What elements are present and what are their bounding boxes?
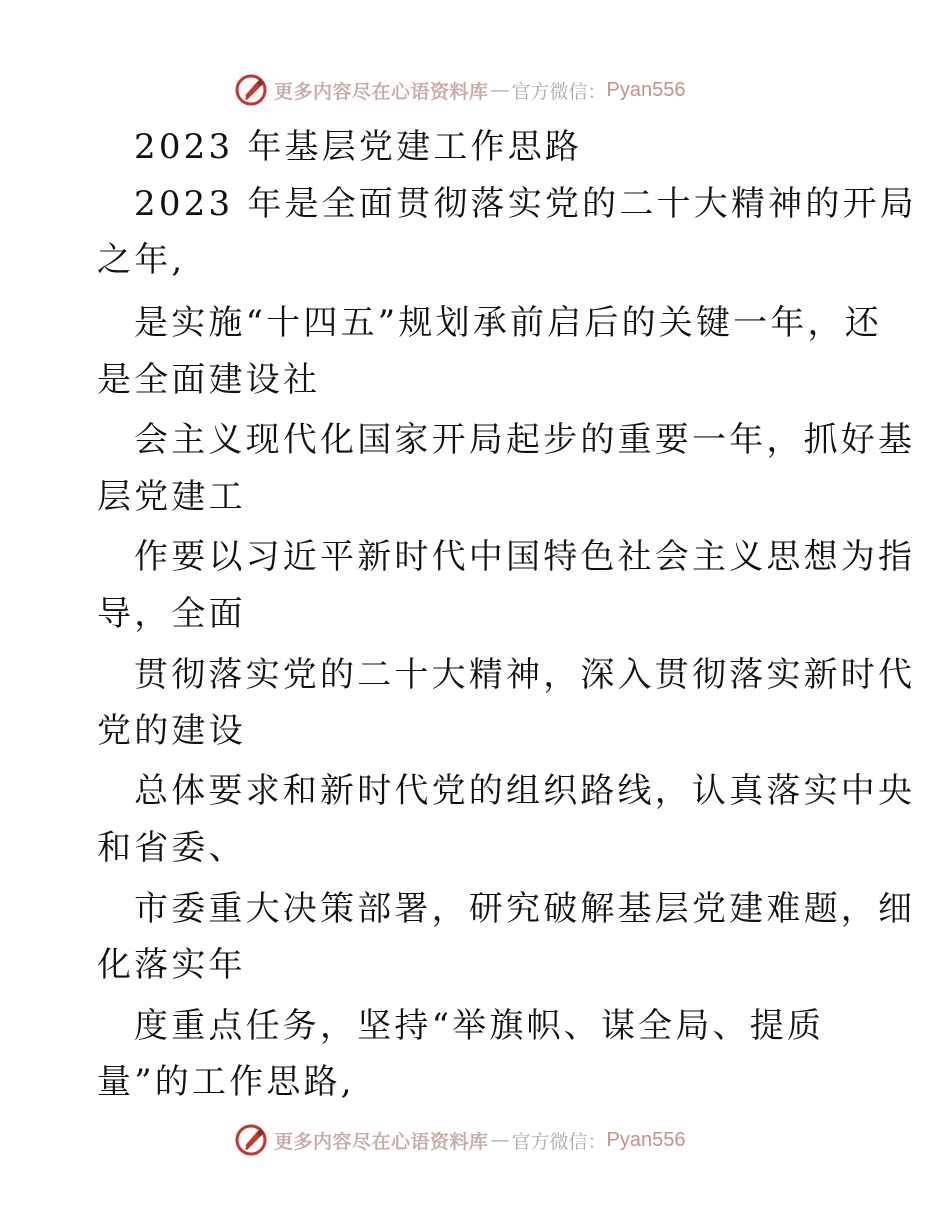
watermark-banner-bottom bbox=[0, 1120, 950, 1160]
watermark-wechat-label: 官方微信： bbox=[511, 1130, 607, 1153]
text-line: 和省委、 bbox=[97, 828, 246, 868]
pen-logo-icon bbox=[234, 1123, 268, 1157]
text-line: 度重点任务，坚持“举旗帜、谋全局、提质 bbox=[134, 1006, 825, 1046]
text-line: 作要以习近平新时代中国特色社会主义思想为指 bbox=[134, 537, 916, 577]
watermark-text: 更多内容尽在心语资料库 bbox=[274, 80, 489, 103]
watermark-separator: — bbox=[490, 1129, 510, 1151]
text-line: 是实施“十四五”规划承前启后的关键一年，还 bbox=[134, 303, 882, 343]
text-line: 导，全面 bbox=[97, 594, 246, 634]
watermark-wechat-id: Pyan556 bbox=[606, 1128, 686, 1151]
text-line: 市委重大决策部署，研究破解基层党建难题，细 bbox=[134, 889, 916, 929]
text-line: 量”的工作思路, bbox=[97, 1062, 355, 1102]
text-line: 2023 年是全面贯彻落实党的二十大精神的开局 bbox=[134, 184, 917, 224]
text-line: 党的建设 bbox=[97, 711, 246, 751]
watermark-separator: — bbox=[490, 79, 510, 101]
watermark-text: 更多内容尽在心语资料库 bbox=[274, 1130, 489, 1153]
document-title: 2023 年基层党建工作思路 bbox=[134, 127, 583, 167]
text-line: 总体要求和新时代党的组织路线，认真落实中央 bbox=[134, 771, 916, 811]
text-line: 是全面建设社 bbox=[97, 360, 321, 400]
watermark-wechat-label: 官方微信： bbox=[511, 80, 607, 103]
text-line: 之年, bbox=[97, 240, 186, 280]
text-line: 贯彻落实党的二十大精神，深入贯彻落实新时代 bbox=[134, 655, 916, 695]
text-line: 化落实年 bbox=[97, 945, 246, 985]
text-line: 会主义现代化国家开局起步的重要一年，抓好基 bbox=[134, 420, 916, 460]
watermark-wechat-id: Pyan556 bbox=[606, 78, 686, 101]
text-line: 层党建工 bbox=[97, 477, 246, 517]
